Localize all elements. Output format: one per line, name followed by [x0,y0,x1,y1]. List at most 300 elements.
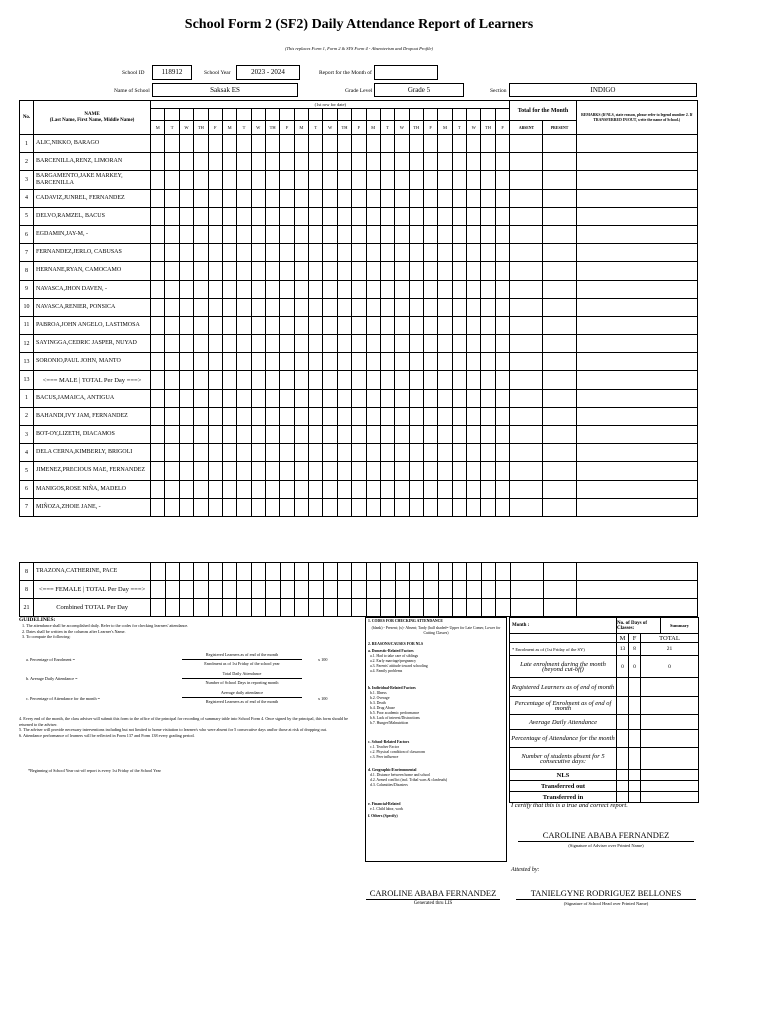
date-cell[interactable] [337,109,351,121]
attendance-cell[interactable] [323,335,337,353]
present-total-cell[interactable] [543,262,576,280]
attendance-cell[interactable] [208,171,222,189]
remarks-cell[interactable] [576,462,697,480]
attendance-cell[interactable] [337,371,351,389]
attendance-cell[interactable] [467,135,481,153]
attendance-cell[interactable] [280,480,294,498]
attendance-cell[interactable] [495,262,510,280]
attendance-cell[interactable] [380,153,394,171]
attendance-cell[interactable] [337,353,351,371]
attendance-cell[interactable] [352,407,366,425]
attendance-cell[interactable] [366,407,380,425]
attendance-cell[interactable] [337,207,351,225]
attendance-cell[interactable] [395,498,409,516]
attendance-cell[interactable] [194,207,208,225]
attendance-cell[interactable] [496,581,510,599]
attendance-cell[interactable] [438,581,452,599]
attendance-cell[interactable] [179,189,193,207]
absent-total-cell[interactable] [510,189,543,207]
absent-total-cell[interactable] [510,407,543,425]
present-total-cell[interactable] [543,371,576,389]
date-cell[interactable] [280,109,294,121]
attendance-cell[interactable] [409,153,423,171]
attendance-cell[interactable] [251,498,265,516]
date-cell[interactable] [467,109,481,121]
attendance-cell[interactable] [337,335,351,353]
attendance-cell[interactable] [481,171,495,189]
attendance-cell[interactable] [179,389,193,407]
remarks-cell[interactable] [576,298,697,316]
attendance-cell[interactable] [366,207,380,225]
attendance-cell[interactable] [194,225,208,243]
attendance-cell[interactable] [179,480,193,498]
attendance-cell[interactable] [366,389,380,407]
date-cell[interactable] [423,109,437,121]
attendance-cell[interactable] [265,462,279,480]
remarks-cell[interactable] [576,280,697,298]
attendance-cell[interactable] [251,153,265,171]
attendance-cell[interactable] [352,225,366,243]
attendance-cell[interactable] [380,335,394,353]
absent-total-cell[interactable] [510,262,543,280]
attendance-cell[interactable] [323,581,337,599]
attendance-cell[interactable] [337,171,351,189]
attendance-cell[interactable] [208,262,222,280]
section-field[interactable]: INDIGO [509,83,697,97]
attendance-cell[interactable] [294,335,308,353]
attendance-cell[interactable] [395,581,409,599]
attendance-cell[interactable] [467,563,481,581]
attendance-cell[interactable] [337,389,351,407]
attendance-cell[interactable] [265,244,279,262]
attendance-cell[interactable] [481,371,495,389]
present-total-cell[interactable] [543,280,576,298]
present-total-cell[interactable] [543,225,576,243]
attendance-cell[interactable] [481,135,495,153]
attendance-cell[interactable] [452,225,466,243]
report-month-field[interactable] [374,65,438,80]
attendance-cell[interactable] [265,335,279,353]
attendance-cell[interactable] [251,262,265,280]
remarks-cell[interactable] [576,599,697,617]
attendance-cell[interactable] [467,444,481,462]
attendance-cell[interactable] [337,262,351,280]
present-total-cell[interactable] [543,480,576,498]
attendance-cell[interactable] [323,407,337,425]
attendance-cell[interactable] [179,462,193,480]
attendance-cell[interactable] [194,244,208,262]
attendance-cell[interactable] [294,407,308,425]
attendance-cell[interactable] [309,444,323,462]
remarks-cell[interactable] [576,371,697,389]
attendance-cell[interactable] [395,563,409,581]
attendance-cell[interactable] [309,262,323,280]
attendance-cell[interactable] [409,599,423,617]
attendance-cell[interactable] [395,480,409,498]
attendance-cell[interactable] [409,244,423,262]
attendance-cell[interactable] [280,189,294,207]
absent-total-cell[interactable] [510,298,543,316]
attendance-cell[interactable] [409,280,423,298]
attendance-cell[interactable] [294,563,308,581]
attendance-cell[interactable] [380,353,394,371]
attendance-cell[interactable] [438,353,452,371]
attendance-cell[interactable] [294,207,308,225]
attendance-cell[interactable] [265,407,279,425]
attendance-cell[interactable] [309,135,323,153]
attendance-cell[interactable] [165,225,179,243]
attendance-cell[interactable] [294,581,308,599]
attendance-cell[interactable] [179,581,193,599]
attendance-cell[interactable] [265,371,279,389]
attendance-cell[interactable] [194,498,208,516]
attendance-cell[interactable] [338,563,352,581]
attendance-cell[interactable] [323,171,337,189]
attendance-cell[interactable] [467,189,481,207]
attendance-cell[interactable] [452,207,466,225]
attendance-cell[interactable] [380,316,394,334]
attendance-cell[interactable] [467,153,481,171]
attendance-cell[interactable] [151,599,165,617]
attendance-cell[interactable] [265,426,279,444]
attendance-cell[interactable] [380,480,394,498]
attendance-cell[interactable] [467,462,481,480]
attendance-cell[interactable] [151,389,165,407]
attendance-cell[interactable] [280,207,294,225]
attendance-cell[interactable] [251,298,265,316]
remarks-cell[interactable] [576,225,697,243]
attendance-cell[interactable] [265,207,279,225]
attendance-cell[interactable] [395,316,409,334]
attendance-cell[interactable] [265,316,279,334]
attendance-cell[interactable] [380,207,394,225]
attendance-cell[interactable] [467,407,481,425]
attendance-cell[interactable] [309,153,323,171]
attendance-cell[interactable] [294,135,308,153]
attendance-cell[interactable] [452,498,466,516]
attendance-cell[interactable] [151,563,165,581]
attendance-cell[interactable] [208,599,222,617]
attendance-cell[interactable] [395,171,409,189]
attendance-cell[interactable] [323,563,337,581]
attendance-cell[interactable] [165,599,179,617]
attendance-cell[interactable] [352,462,366,480]
attendance-cell[interactable] [438,498,452,516]
attendance-cell[interactable] [208,371,222,389]
attendance-cell[interactable] [423,262,437,280]
absent-total-cell[interactable] [510,426,543,444]
attendance-cell[interactable] [467,389,481,407]
attendance-cell[interactable] [323,353,337,371]
remarks-cell[interactable] [576,316,697,334]
attendance-cell[interactable] [309,426,323,444]
attendance-cell[interactable] [352,426,366,444]
attendance-cell[interactable] [208,581,222,599]
date-cell[interactable] [165,109,179,121]
attendance-cell[interactable] [309,371,323,389]
attendance-cell[interactable] [294,262,308,280]
attendance-cell[interactable] [496,563,510,581]
attendance-cell[interactable] [481,335,495,353]
attendance-cell[interactable] [208,389,222,407]
attendance-cell[interactable] [380,371,394,389]
attendance-cell[interactable] [452,389,466,407]
attendance-cell[interactable] [423,153,437,171]
attendance-cell[interactable] [179,498,193,516]
absent-total-cell[interactable] [510,135,543,153]
attendance-cell[interactable] [294,480,308,498]
attendance-cell[interactable] [222,426,236,444]
attendance-cell[interactable] [280,371,294,389]
attendance-cell[interactable] [366,462,380,480]
attendance-cell[interactable] [294,171,308,189]
attendance-cell[interactable] [423,498,437,516]
attendance-cell[interactable] [495,280,510,298]
attendance-cell[interactable] [251,335,265,353]
attendance-cell[interactable] [237,171,251,189]
attendance-cell[interactable] [495,426,510,444]
attendance-cell[interactable] [222,262,236,280]
attendance-cell[interactable] [222,444,236,462]
attendance-cell[interactable] [380,189,394,207]
attendance-cell[interactable] [237,426,251,444]
attendance-cell[interactable] [438,462,452,480]
attendance-cell[interactable] [294,498,308,516]
attendance-cell[interactable] [395,444,409,462]
attendance-cell[interactable] [481,298,495,316]
attendance-cell[interactable] [366,244,380,262]
attendance-cell[interactable] [237,462,251,480]
date-cell[interactable] [309,109,323,121]
attendance-cell[interactable] [467,171,481,189]
attendance-cell[interactable] [453,563,467,581]
present-total-cell[interactable] [543,581,576,599]
attendance-cell[interactable] [452,426,466,444]
attendance-cell[interactable] [467,262,481,280]
attendance-cell[interactable] [280,426,294,444]
attendance-cell[interactable] [380,426,394,444]
attendance-cell[interactable] [208,153,222,171]
attendance-cell[interactable] [280,353,294,371]
attendance-cell[interactable] [495,480,510,498]
attendance-cell[interactable] [251,444,265,462]
attendance-cell[interactable] [423,189,437,207]
attendance-cell[interactable] [423,407,437,425]
attendance-cell[interactable] [237,563,251,581]
attendance-cell[interactable] [409,298,423,316]
attendance-cell[interactable] [265,444,279,462]
attendance-cell[interactable] [151,335,165,353]
present-total-cell[interactable] [543,407,576,425]
date-cell[interactable] [251,109,265,121]
attendance-cell[interactable] [337,189,351,207]
attendance-cell[interactable] [395,262,409,280]
attendance-cell[interactable] [151,498,165,516]
present-total-cell[interactable] [543,316,576,334]
remarks-cell[interactable] [576,244,697,262]
attendance-cell[interactable] [481,407,495,425]
attendance-cell[interactable] [366,298,380,316]
attendance-cell[interactable] [265,298,279,316]
attendance-cell[interactable] [280,171,294,189]
attendance-cell[interactable] [438,563,452,581]
attendance-cell[interactable] [467,298,481,316]
attendance-cell[interactable] [194,135,208,153]
attendance-cell[interactable] [423,225,437,243]
present-total-cell[interactable] [543,599,576,617]
present-total-cell[interactable] [543,298,576,316]
attendance-cell[interactable] [194,371,208,389]
attendance-cell[interactable] [452,135,466,153]
attendance-cell[interactable] [251,426,265,444]
absent-total-cell[interactable] [510,280,543,298]
attendance-cell[interactable] [237,225,251,243]
attendance-cell[interactable] [495,371,510,389]
attendance-cell[interactable] [280,262,294,280]
attendance-cell[interactable] [323,280,337,298]
attendance-cell[interactable] [251,135,265,153]
attendance-cell[interactable] [395,298,409,316]
attendance-cell[interactable] [251,280,265,298]
attendance-cell[interactable] [467,426,481,444]
attendance-cell[interactable] [294,426,308,444]
attendance-cell[interactable] [179,426,193,444]
attendance-cell[interactable] [438,280,452,298]
attendance-cell[interactable] [194,389,208,407]
date-cell[interactable] [179,109,193,121]
attendance-cell[interactable] [438,153,452,171]
attendance-cell[interactable] [237,189,251,207]
attendance-cell[interactable] [280,335,294,353]
attendance-cell[interactable] [280,244,294,262]
attendance-cell[interactable] [151,171,165,189]
attendance-cell[interactable] [438,244,452,262]
attendance-cell[interactable] [467,335,481,353]
attendance-cell[interactable] [165,389,179,407]
attendance-cell[interactable] [452,316,466,334]
attendance-cell[interactable] [222,135,236,153]
attendance-cell[interactable] [208,353,222,371]
date-cell[interactable] [481,109,495,121]
attendance-cell[interactable] [294,153,308,171]
date-cell[interactable] [495,109,510,121]
attendance-cell[interactable] [481,444,495,462]
present-total-cell[interactable] [543,207,576,225]
attendance-cell[interactable] [380,298,394,316]
attendance-cell[interactable] [151,407,165,425]
attendance-cell[interactable] [395,353,409,371]
attendance-cell[interactable] [423,480,437,498]
attendance-cell[interactable] [481,153,495,171]
attendance-cell[interactable] [165,298,179,316]
attendance-cell[interactable] [452,371,466,389]
attendance-cell[interactable] [222,207,236,225]
attendance-cell[interactable] [265,389,279,407]
attendance-cell[interactable] [266,581,280,599]
attendance-cell[interactable] [323,426,337,444]
attendance-cell[interactable] [495,298,510,316]
date-cell[interactable] [208,109,222,121]
attendance-cell[interactable] [323,480,337,498]
attendance-cell[interactable] [165,171,179,189]
attendance-cell[interactable] [237,353,251,371]
attendance-cell[interactable] [265,135,279,153]
attendance-cell[interactable] [179,135,193,153]
attendance-cell[interactable] [438,135,452,153]
attendance-cell[interactable] [438,389,452,407]
date-cell[interactable] [452,109,466,121]
attendance-cell[interactable] [237,298,251,316]
attendance-cell[interactable] [423,207,437,225]
remarks-cell[interactable] [576,353,697,371]
attendance-cell[interactable] [337,462,351,480]
attendance-cell[interactable] [438,298,452,316]
attendance-cell[interactable] [323,153,337,171]
attendance-cell[interactable] [222,480,236,498]
remarks-cell[interactable] [576,444,697,462]
attendance-cell[interactable] [179,153,193,171]
attendance-cell[interactable] [223,563,237,581]
attendance-cell[interactable] [395,244,409,262]
attendance-cell[interactable] [165,462,179,480]
attendance-cell[interactable] [194,480,208,498]
attendance-cell[interactable] [251,225,265,243]
attendance-cell[interactable] [481,563,495,581]
attendance-cell[interactable] [208,244,222,262]
attendance-cell[interactable] [395,407,409,425]
attendance-cell[interactable] [251,189,265,207]
attendance-cell[interactable] [366,280,380,298]
attendance-cell[interactable] [309,389,323,407]
attendance-cell[interactable] [179,407,193,425]
attendance-cell[interactable] [495,335,510,353]
attendance-cell[interactable] [151,316,165,334]
date-cell[interactable] [194,109,208,121]
attendance-cell[interactable] [222,371,236,389]
attendance-cell[interactable] [467,371,481,389]
attendance-cell[interactable] [237,480,251,498]
present-total-cell[interactable] [543,335,576,353]
attendance-cell[interactable] [380,444,394,462]
attendance-cell[interactable] [223,599,237,617]
attendance-cell[interactable] [208,480,222,498]
attendance-cell[interactable] [481,262,495,280]
attendance-cell[interactable] [438,171,452,189]
attendance-cell[interactable] [294,444,308,462]
attendance-cell[interactable] [481,581,495,599]
attendance-cell[interactable] [495,353,510,371]
present-total-cell[interactable] [543,444,576,462]
attendance-cell[interactable] [380,389,394,407]
attendance-cell[interactable] [265,225,279,243]
attendance-cell[interactable] [222,498,236,516]
present-total-cell[interactable] [543,153,576,171]
attendance-cell[interactable] [237,581,251,599]
attendance-cell[interactable] [222,407,236,425]
attendance-cell[interactable] [352,207,366,225]
attendance-cell[interactable] [395,389,409,407]
attendance-cell[interactable] [280,599,294,617]
attendance-cell[interactable] [337,153,351,171]
attendance-cell[interactable] [495,225,510,243]
attendance-cell[interactable] [352,563,366,581]
attendance-cell[interactable] [309,316,323,334]
attendance-cell[interactable] [481,225,495,243]
attendance-cell[interactable] [352,189,366,207]
attendance-cell[interactable] [380,135,394,153]
attendance-cell[interactable] [452,189,466,207]
attendance-cell[interactable] [179,280,193,298]
